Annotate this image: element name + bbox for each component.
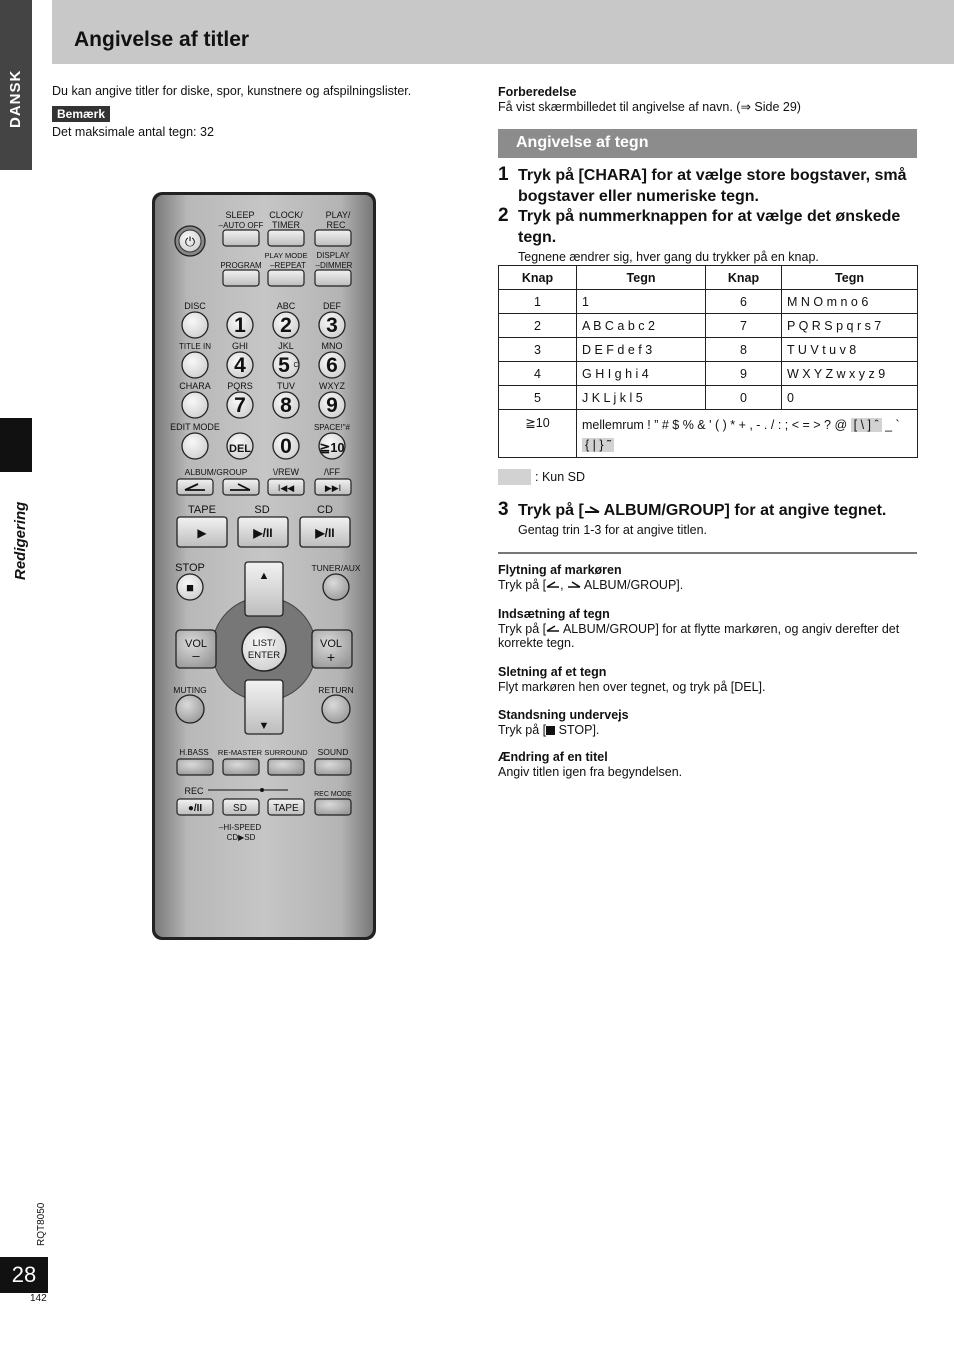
svg-text:SPACE!"#: SPACE!"# bbox=[313, 423, 351, 432]
svg-text:8: 8 bbox=[280, 394, 292, 417]
svg-text:2: 2 bbox=[280, 314, 292, 337]
svg-text:PLAY/: PLAY/ bbox=[325, 210, 351, 220]
svg-text:WXYZ: WXYZ bbox=[319, 381, 345, 391]
tip-delete-char: Sletning af et tegn Flyt markøren hen over tegnet, og tryk på [DEL]. bbox=[498, 665, 766, 694]
section-label: Redigering bbox=[12, 501, 29, 580]
svg-text:TAPE: TAPE bbox=[188, 504, 216, 516]
power-icon: ⏻ bbox=[184, 234, 196, 249]
svg-text:3: 3 bbox=[326, 314, 338, 337]
step-1: 1 Tryk på [CHARA] for at vælge store bogstaver, små bogstaver eller numeriske tegn. bbox=[498, 165, 918, 207]
subsection-title: Angivelse af tegn bbox=[516, 134, 649, 151]
album-prev-icon bbox=[546, 623, 560, 633]
svg-text:REC: REC bbox=[326, 220, 346, 230]
svg-text:/\FF: /\FF bbox=[324, 467, 340, 477]
svg-text:–REPEAT: –REPEAT bbox=[270, 261, 306, 270]
album-prev-icon bbox=[546, 579, 560, 589]
svg-text:RE-MASTER: RE-MASTER bbox=[217, 748, 263, 757]
svg-text:MUTING: MUTING bbox=[173, 685, 207, 695]
svg-text:REC MODE: REC MODE bbox=[314, 791, 352, 798]
svg-text:●/II: ●/II bbox=[187, 803, 203, 814]
svg-text:JKL: JKL bbox=[278, 341, 294, 351]
note-badge: Bemærk bbox=[52, 106, 110, 122]
svg-text:ALBUM/GROUP: ALBUM/GROUP bbox=[184, 467, 248, 477]
svg-text:CD▶SD: CD▶SD bbox=[226, 833, 256, 842]
legend-swatch bbox=[498, 469, 531, 485]
step-3: 3 Tryk på [ ALBUM/GROUP] for at angive tegnet. Gentag trin 1-3 for at angive titlen. bbox=[498, 500, 918, 537]
svg-text:▼: ▼ bbox=[258, 720, 270, 732]
svg-text:▶/II: ▶/II bbox=[253, 526, 273, 540]
svg-text:5: 5 bbox=[278, 354, 290, 377]
table-row: 1 1 6 M N O m n o 6 bbox=[499, 290, 918, 314]
table-row-special: ≧10 mellemrum ! ” # $ % & ' ( ) * + , - . / : ; < = > ? @ [ \ ] ˆ _ ` { | } ˜ bbox=[499, 410, 918, 458]
svg-text:MNO: MNO bbox=[321, 341, 343, 351]
svg-text:–AUTO OFF: –AUTO OFF bbox=[218, 221, 264, 230]
svg-text:▶: ▶ bbox=[197, 526, 207, 540]
svg-text:CD: CD bbox=[317, 504, 333, 516]
page-title: Angivelse af titler bbox=[74, 28, 250, 51]
svg-text:DISC: DISC bbox=[184, 301, 206, 311]
svg-text:DEL: DEL bbox=[229, 443, 251, 455]
svg-text:4: 4 bbox=[234, 354, 246, 377]
table-row: 2 A B C a b c 2 7 P Q R S p q r s 7 bbox=[499, 314, 918, 338]
svg-text:SD: SD bbox=[233, 803, 247, 814]
svg-text:REC: REC bbox=[184, 786, 204, 796]
preparation-block bbox=[498, 85, 918, 115]
tip-move-cursor: Flytning af markøren Tryk på [ , ALBUM/GROUP]. bbox=[498, 563, 684, 592]
section-marker bbox=[0, 418, 32, 472]
svg-text:▶/II: ▶/II bbox=[315, 526, 335, 540]
step-2: 2 Tryk på nummerknappen for at vælge det ønskede tegn. Tegnene ændrer sig, hver gang du trykker på en knap. bbox=[498, 206, 918, 264]
intro-text: Du kan angive titler for diske, spor, kunstnere og afspilningslister. bbox=[52, 84, 412, 98]
svg-text:EDIT MODE: EDIT MODE bbox=[170, 422, 220, 432]
step-1-text: Tryk på [CHARA] for at vælge store bogstaver, små bogstaver eller numeriske tegn. bbox=[518, 167, 907, 205]
svg-text:ENTER: ENTER bbox=[247, 650, 281, 661]
svg-text:–HI-SPEED: –HI-SPEED bbox=[218, 823, 262, 832]
legend bbox=[498, 469, 585, 485]
svg-text:\/REW: \/REW bbox=[273, 467, 299, 477]
svg-text:6: 6 bbox=[326, 354, 338, 377]
svg-text:TUV: TUV bbox=[277, 381, 295, 391]
table-row: 3 D E F d e f 3 8 T U V t u v 8 bbox=[499, 338, 918, 362]
svg-text:I◀◀: I◀◀ bbox=[277, 483, 295, 493]
svg-text:SURROUND: SURROUND bbox=[264, 748, 308, 757]
table-header-row: Knap Tegn Knap Tegn bbox=[499, 266, 918, 290]
svg-text:PROGRAM: PROGRAM bbox=[220, 261, 262, 270]
preparation-heading: Forberedelse bbox=[498, 85, 577, 99]
svg-text:CLOCK/: CLOCK/ bbox=[269, 210, 303, 220]
svg-text:1: 1 bbox=[234, 314, 246, 337]
album-next-icon bbox=[584, 503, 600, 515]
svg-text:DEF: DEF bbox=[323, 301, 341, 311]
svg-text:SLEEP: SLEEP bbox=[225, 210, 255, 220]
svg-text:CHARA: CHARA bbox=[179, 381, 211, 391]
note-text: Det maksimale antal tegn: 32 bbox=[52, 125, 214, 139]
subsection-bar bbox=[498, 129, 917, 158]
svg-text:RETURN: RETURN bbox=[318, 685, 354, 695]
step-2-text: Tryk på nummerknappen for at vælge det ønskede tegn. bbox=[518, 208, 901, 246]
svg-text:SD: SD bbox=[254, 504, 270, 516]
character-table bbox=[498, 265, 918, 458]
table-row: 4 G H I g h i 4 9 W X Y Z w x y z 9 bbox=[499, 362, 918, 386]
stop-icon bbox=[546, 726, 555, 735]
svg-text:STOP: STOP bbox=[175, 562, 205, 574]
sd-only-chars: { | } ˜ bbox=[582, 438, 614, 452]
svg-text:TITLE IN: TITLE IN bbox=[178, 342, 212, 351]
svg-text:7: 7 bbox=[234, 394, 246, 417]
svg-text:ABC: ABC bbox=[276, 301, 296, 311]
svg-text:–: – bbox=[192, 648, 200, 663]
svg-text:H.BASS: H.BASS bbox=[179, 748, 209, 757]
svg-text:PLAY MODE: PLAY MODE bbox=[264, 251, 308, 260]
page-sub-number: 142 bbox=[30, 1293, 47, 1304]
svg-text:LIST/: LIST/ bbox=[252, 638, 276, 649]
svg-text:▶▶I: ▶▶I bbox=[324, 483, 342, 493]
language-tab: DANSK bbox=[0, 0, 32, 170]
document-code: RQT8050 bbox=[36, 1202, 47, 1246]
svg-text:TUNER/AUX: TUNER/AUX bbox=[311, 563, 361, 573]
tip-change-title: Ændring af en titel Angiv titlen igen fra begyndelsen. bbox=[498, 750, 683, 779]
svg-text:9: 9 bbox=[326, 394, 338, 417]
svg-text:■: ■ bbox=[186, 580, 194, 595]
svg-text:VOL: VOL bbox=[184, 638, 208, 650]
svg-text:TIMER: TIMER bbox=[272, 220, 300, 230]
sd-only-chars: [ \ ] ˆ bbox=[851, 418, 882, 432]
album-next-icon bbox=[567, 579, 581, 589]
svg-text:DISPLAY: DISPLAY bbox=[316, 251, 350, 260]
svg-text:PQRS: PQRS bbox=[227, 381, 253, 391]
svg-text:–DIMMER: –DIMMER bbox=[315, 261, 353, 270]
svg-text:+: + bbox=[326, 649, 336, 665]
svg-text:0: 0 bbox=[280, 435, 292, 458]
table-row: 5 J K L j k l 5 0 0 bbox=[499, 386, 918, 410]
svg-text:▲: ▲ bbox=[258, 570, 270, 582]
step-3-text: Tryk på [ ALBUM/GROUP] for at angive tegnet. bbox=[518, 502, 887, 519]
svg-text:TAPE: TAPE bbox=[273, 803, 299, 814]
remote-control-illustration bbox=[150, 190, 378, 942]
tip-insert-char: Indsætning af tegn Tryk på [ ALBUM/GROUP] for at flytte markøren, og angiv derefter det korrekte tegn. bbox=[498, 607, 900, 650]
tip-stop: Standsning undervejs Tryk på [ STOP]. bbox=[498, 708, 629, 737]
legend-text: : Kun SD bbox=[535, 469, 586, 484]
svg-text:C: C bbox=[293, 362, 299, 369]
page-number: 28 bbox=[0, 1257, 48, 1293]
preparation-text: Få vist skærmbilledet til angivelse af navn. (⇒ Side 29) bbox=[498, 100, 801, 114]
divider bbox=[498, 552, 917, 554]
step-2-desc: Tegnene ændrer sig, hver gang du trykker på en knap. bbox=[518, 250, 819, 264]
svg-text:SOUND: SOUND bbox=[317, 747, 349, 757]
step-3-desc: Gentag trin 1-3 for at angive titlen. bbox=[518, 523, 707, 537]
title-bar bbox=[52, 0, 954, 64]
svg-text:≧10: ≧10 bbox=[319, 440, 345, 455]
svg-text:VOL: VOL bbox=[319, 638, 343, 650]
svg-text:GHI: GHI bbox=[231, 341, 249, 351]
